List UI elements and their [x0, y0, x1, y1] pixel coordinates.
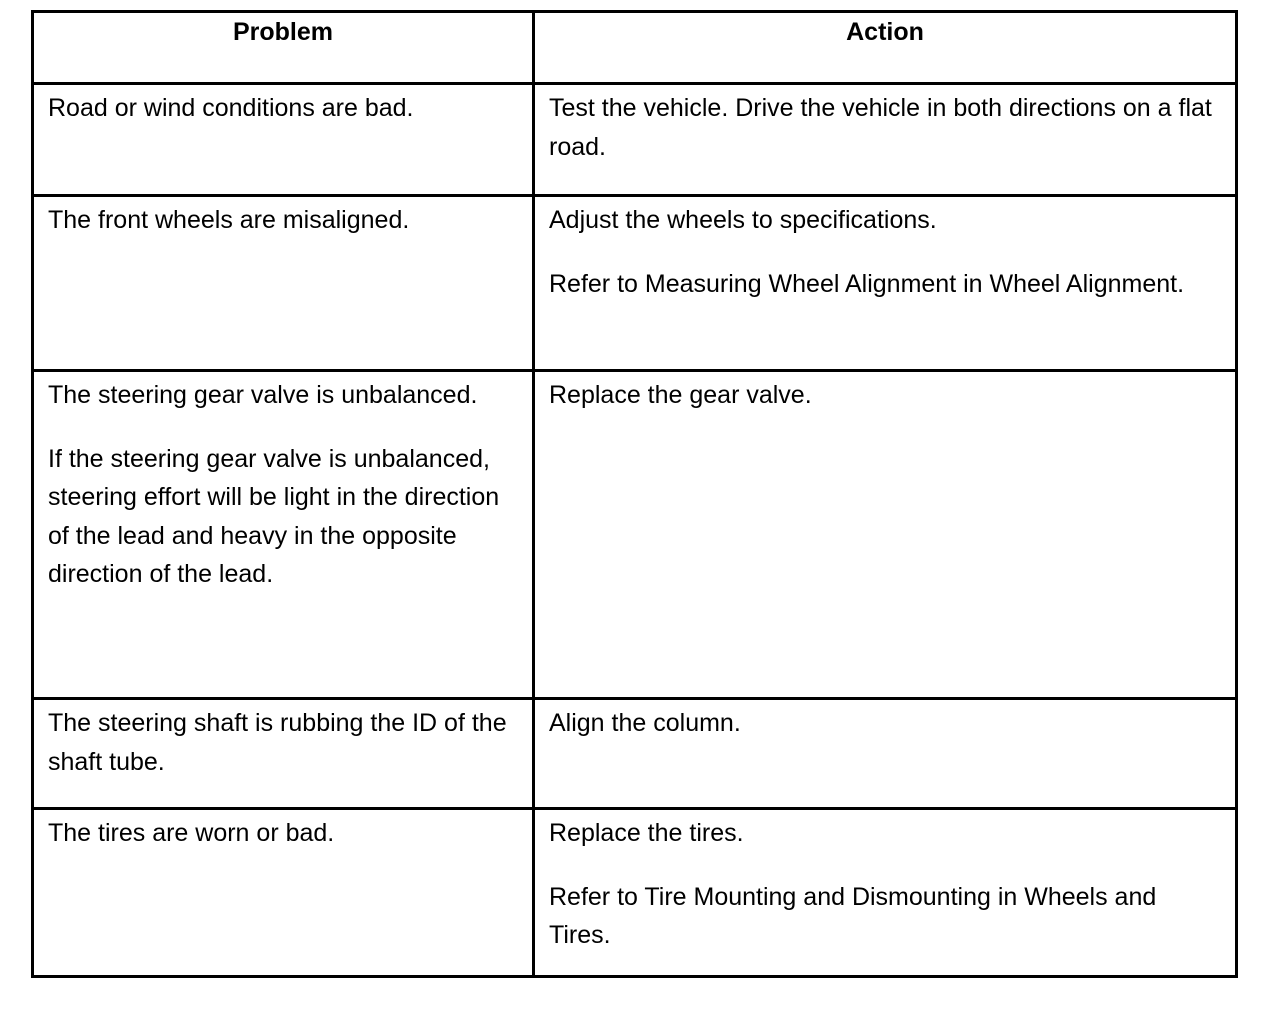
action-cell [534, 371, 1237, 699]
action-text: Test the vehicle. Drive the vehicle in both directions on a flat road. [549, 94, 1212, 161]
problem-text: Road or wind conditions are bad. [48, 94, 414, 122]
problem-cell [33, 371, 534, 699]
action-text: Replace the gear valve. [549, 381, 812, 409]
table-header-row [33, 12, 1237, 84]
action-cell [534, 196, 1237, 371]
troubleshooting-table [31, 10, 1238, 978]
problem-cell [33, 84, 534, 196]
action-reference-text: Refer to Tire Mounting and Dismounting in Wheels and Tires. [549, 882, 1157, 949]
action-text: Align the column. [549, 709, 741, 737]
table-row [33, 196, 1237, 371]
problem-note-text: If the steering gear valve is unbalanced, steering effort will be light in the direction of the lead and heavy in the opposite direction of the lead. [48, 444, 500, 588]
action-text: Adjust the wheels to specifications. [549, 206, 937, 234]
table-row [33, 371, 1237, 699]
table-row [33, 809, 1237, 977]
header-problem: Problem [33, 12, 534, 84]
table-row [33, 699, 1237, 809]
problem-cell [33, 699, 534, 809]
action-cell [534, 84, 1237, 196]
problem-text: The tires are worn or bad. [48, 819, 335, 847]
action-reference-text: Refer to Measuring Wheel Alignment in Wheel Alignment. [549, 269, 1185, 298]
action-cell [534, 699, 1237, 809]
action-text: Replace the tires. [549, 819, 744, 847]
action-cell [534, 809, 1237, 977]
problem-cell [33, 809, 534, 977]
problem-text: The front wheels are misaligned. [48, 206, 410, 234]
problem-text: The steering shaft is rubbing the ID of the shaft tube. [48, 709, 507, 776]
table-row [33, 84, 1237, 196]
header-action: Action [534, 12, 1237, 84]
problem-text: The steering gear valve is unbalanced. [48, 381, 478, 409]
problem-cell [33, 196, 534, 371]
